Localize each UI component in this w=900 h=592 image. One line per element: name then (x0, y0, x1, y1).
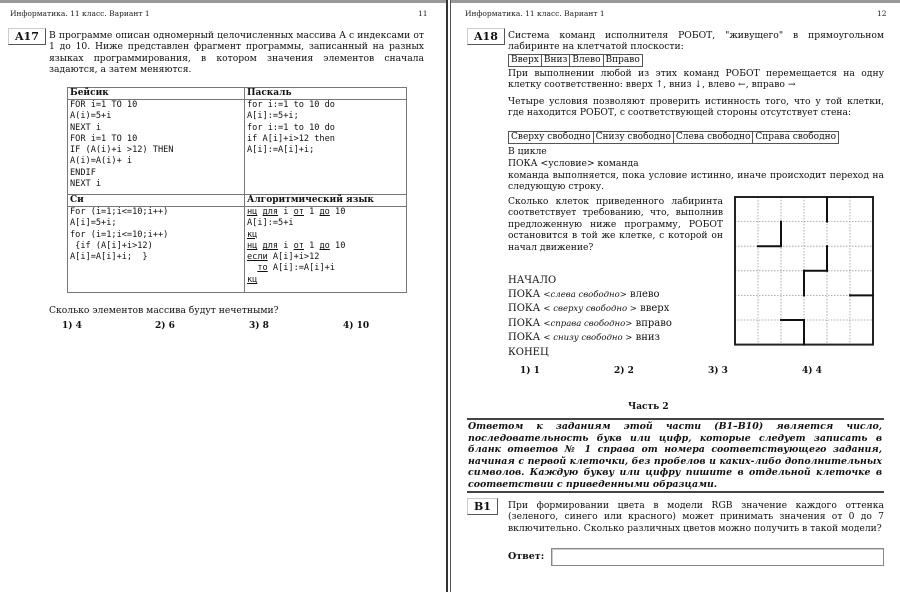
code-line: A(i)=A(i)+ i (70, 156, 133, 167)
a18-move-text: При выполнении любой из этих команд РОБОТ перемещается на одну клетку соответственно: вверх ↑, вниз ↓, влево ←, вправо → (508, 68, 884, 91)
question-prompt: Сколько элементов массива будут нечетными? (49, 305, 279, 316)
answer-option-4[interactable]: 4) 4 (802, 366, 822, 376)
program-line (508, 317, 672, 332)
code-line: For (i=1;i<=10;i++) (70, 207, 169, 217)
command-right: Вправо (605, 55, 640, 65)
keyword: от (293, 240, 304, 251)
keyword: нц (247, 207, 258, 217)
code-line: A(i)=5+i (70, 111, 112, 122)
top-edge (0, 0, 446, 3)
code-line (247, 207, 404, 218)
loop-label: В цикле (508, 146, 547, 157)
condition: < снизу свободно > (543, 333, 633, 343)
code-line: IF (A(i)+i >12) THEN (70, 145, 174, 156)
code-line: for i:=1 to 10 do (247, 100, 335, 110)
divider (467, 491, 884, 493)
code-line: FOR i=1 TO 10 (70, 100, 138, 110)
condition-bottom-free: Снизу свободно (594, 132, 674, 143)
command-list (508, 54, 643, 67)
keyword: если (247, 252, 268, 263)
part2-instructions: Ответом к заданиям этой части (В1–В10) является число, последовательность букв или цифр, которые следует записать в бланк ответов № 1 справа от номера соответствующего задания, начиная с первой клеточки, без пробелов и каких-либо дополнительных символов. Каждую букву или цифру пишите в отдельной клеточке в соответствии с приведенными образцами. (468, 421, 882, 490)
command: вправо (635, 317, 672, 329)
keyword: для (262, 207, 279, 217)
maze-question: Сколько клеток приведенного лабиринта соответствует требованию, что, выполнив предложенную ниже программу, РОБОТ остановится в той же клетке, с которой он начал движение? (508, 196, 723, 253)
part2-title: Часть 2 (628, 402, 669, 412)
command: вниз (635, 332, 661, 343)
keyword: для (262, 240, 279, 251)
code-line: A[i]=A[i]+i; } (70, 252, 148, 263)
command: влево (630, 288, 660, 300)
code-text: A[i]:=A[i]+i (267, 263, 335, 274)
condition: <справа свободно> (543, 318, 633, 329)
program-line (508, 331, 672, 346)
keyword: кц (247, 274, 258, 285)
code-text: 10 (329, 207, 346, 217)
code-text: 1 (303, 240, 320, 251)
divider (467, 418, 884, 420)
code-line: A[i]=5+i; (70, 218, 117, 229)
c-title: Си (68, 195, 245, 207)
keyword: кц (247, 229, 258, 240)
algorithmic-title: Алгоритмический язык (245, 195, 407, 207)
code-line: A[i]:=5+i; (247, 111, 299, 122)
code-text: 1 (303, 207, 320, 217)
program-line (508, 302, 672, 317)
code-line: A[i]:=A[i]+i; (247, 145, 315, 156)
keyword: то (257, 263, 268, 274)
code-line: FOR i=1 TO 10 (70, 133, 138, 144)
code-text: i (278, 207, 294, 217)
code-line (247, 275, 404, 286)
answer-option-2[interactable]: 2) 6 (155, 321, 175, 331)
page-number: 12 (877, 9, 887, 18)
answer-option-2[interactable]: 2) 2 (614, 366, 634, 376)
condition-list (508, 131, 839, 144)
keyword: ПОКА (508, 303, 541, 314)
answer-option-4[interactable]: 4) 10 (343, 321, 370, 331)
question-label-a17: A17 (8, 28, 46, 45)
b1-text: При формировании цвета в модели RGB значение каждого оттенка (зеленого, синего или красного) может принимать значения от 0 до 7 включительно. Сколько различных цветов можно получить в такой модели? (508, 500, 884, 534)
program-end: КОНЕЦ (508, 346, 549, 358)
a18-conditions-text: Четыре условия позволяют проверить истинность того, что у той клетки, где находится РОБОТ, с соответствующей стороны отсутствует стена: (508, 96, 884, 119)
condition-right-free: Справа свободно (755, 132, 837, 142)
answer-option-3[interactable]: 3) 8 (249, 321, 269, 331)
code-line (247, 230, 404, 241)
algorithmic-code (245, 207, 407, 293)
command-up: Вверх (509, 55, 542, 66)
answer-option-3[interactable]: 3) 3 (708, 366, 728, 376)
page-11 (0, 0, 448, 592)
top-edge (451, 0, 900, 3)
code-line (247, 263, 404, 274)
condition-left-free: Слева свободно (674, 132, 754, 143)
condition: <слева свободно> (543, 289, 627, 300)
condition-top-free: Сверху свободно (509, 132, 594, 143)
basic-title: Бейсик (68, 88, 245, 100)
program-line (508, 288, 672, 303)
code-line: A[i]:=5+i (247, 218, 294, 229)
question-label-b1: B1 (467, 498, 498, 515)
program-start: НАЧАЛО (508, 275, 557, 286)
command: вверх (640, 303, 670, 314)
code-line (247, 252, 404, 263)
pascal-code (245, 100, 407, 195)
condition: < сверху свободно > (543, 304, 637, 314)
command-down: Вниз (542, 55, 571, 66)
code-line: for (i=1;i<=10;i++) (70, 229, 169, 240)
keyword: от (293, 207, 304, 217)
pascal-title: Паскаль (245, 88, 407, 100)
question-text-a17: В программе описан одномерный целочисленных массива A с индексами от 1 до 10. Ниже представлен фрагмент программы, записанный на разных языках программирования, в котором значения элементов сначала задаются, а затем меняются. (49, 30, 424, 76)
code-line: if A[i]+i>12 then (247, 133, 335, 144)
page-number: 11 (418, 9, 428, 18)
c-code (68, 207, 245, 293)
basic-code (68, 100, 245, 195)
keyword: нц (247, 240, 258, 251)
command-left: Влево (570, 55, 603, 66)
code-table (67, 87, 407, 293)
answer-option-1[interactable]: 1) 4 (62, 321, 82, 331)
answer-label: Ответ: (508, 551, 545, 562)
maze-grid (733, 195, 874, 347)
code-line (247, 241, 404, 252)
code-line: NEXT i (70, 179, 102, 190)
keyword: ПОКА (508, 317, 541, 329)
keyword: ПОКА (508, 288, 541, 300)
code-text: 10 (329, 240, 346, 251)
code-line: NEXT i (70, 122, 102, 133)
question-label-a18: A18 (467, 28, 505, 45)
keyword: ПОКА (508, 332, 541, 343)
code-line: {if (A[i]+i>12) (70, 240, 153, 251)
code-text: A[i]+i>12 (267, 252, 320, 263)
code-text: i (278, 240, 294, 251)
code-line: for i:=1 to 10 do (247, 122, 335, 133)
robot-program (508, 274, 672, 359)
code-line: ENDIF (70, 167, 96, 178)
answer-input[interactable] (551, 548, 884, 566)
a18-intro: Система команд исполнителя РОБОТ, "живущего" в прямоугольном лабиринте на клетчатой плоскости: (508, 30, 884, 53)
page-header: Информатика. 11 класс. Вариант 1 (10, 9, 150, 18)
keyword: до (319, 207, 330, 217)
loop-text: команда выполняется, пока условие истинно, иначе происходит переход на следующую строку. (508, 170, 884, 193)
answer-option-1[interactable]: 1) 1 (520, 366, 540, 376)
page-header: Информатика. 11 класс. Вариант 1 (465, 9, 605, 18)
loop-syntax: ПОКА <условие> команда (508, 158, 639, 169)
keyword: до (319, 240, 330, 251)
